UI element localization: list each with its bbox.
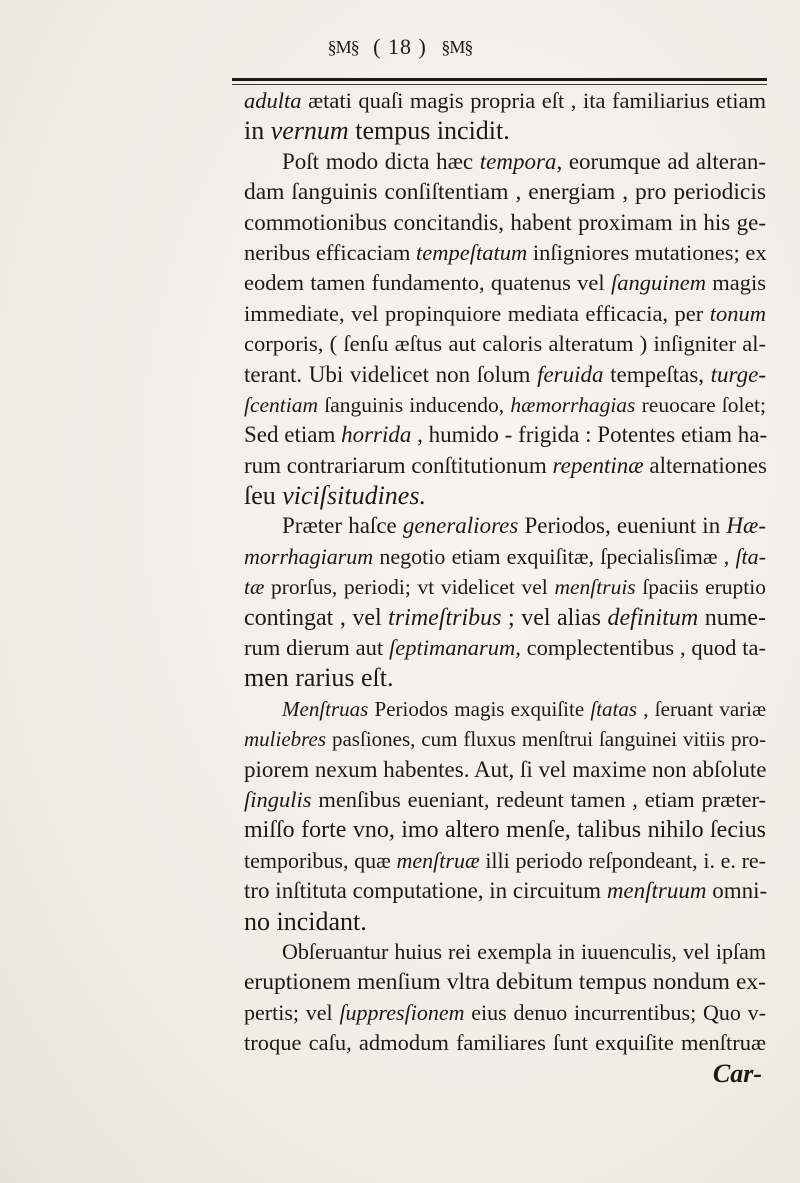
text-line — [244, 876, 766, 906]
italic-term: turge- — [710, 361, 766, 387]
text-line — [244, 937, 766, 967]
text-line — [244, 1028, 766, 1058]
text-line — [244, 694, 766, 724]
italic-term: menſtruis — [554, 575, 636, 600]
italic-term: trimeſtribus — [388, 604, 502, 631]
text-run: ſpaciis eruptio — [635, 575, 767, 600]
italic-term: ſcentiam — [244, 392, 319, 417]
text-run: Periodos, eueniunt in — [518, 513, 727, 539]
text-run: troque caſu, admodum familiares ſunt exquiſite menſtruæ — [244, 1030, 766, 1056]
italic-term: morrhagiarum — [244, 543, 374, 569]
header-rule — [232, 78, 767, 81]
text-run: omni- — [706, 878, 768, 904]
italic-term: tæ — [244, 575, 265, 600]
italic-term: ſtatas — [590, 696, 638, 721]
text-run: tempeſtas, — [603, 361, 711, 387]
text-line — [244, 86, 766, 116]
text-line — [244, 572, 766, 602]
text-run: neribus efficaciam — [244, 239, 417, 265]
text-run: eodem tamen fundamento, quatenus vel — [244, 270, 611, 296]
text-line — [244, 299, 766, 329]
text-run: Præter haſce — [282, 513, 403, 539]
text-run: eius denuo incurrentibus; Quo v- — [464, 999, 767, 1025]
text-run: tro inſtituta computatione, in circuitum — [244, 878, 607, 904]
text-line — [244, 785, 766, 815]
text-line — [244, 147, 766, 177]
text-line — [244, 390, 766, 420]
text-run: ætati quaſi magis propria eſt , ita familiarius etiam — [301, 88, 766, 113]
text-run: no incidant. — [244, 906, 367, 936]
text-run: nume- — [698, 604, 767, 631]
text-line — [244, 907, 766, 937]
text-run: menſibus eueniant, redeunt tamen , etiam præter- — [311, 786, 766, 812]
text-run: dam ſanguinis conſiſtentiam , energiam , pro periodicis — [244, 179, 766, 206]
italic-term: ſuppresſionem — [339, 999, 465, 1025]
text-run: Poſt modo dicta hæc — [282, 148, 480, 174]
italic-term: horrida — [341, 422, 412, 448]
catchword: Car- — [712, 1058, 762, 1088]
text-run: miſſo forte vno, imo altero menſe, talibus nihilo ſecius — [244, 817, 766, 844]
text-run: terant. Ubi videlicet non ſolum — [244, 361, 538, 387]
text-line — [244, 663, 766, 693]
text-line — [244, 177, 766, 207]
header-ornament-left: §M§ — [327, 37, 359, 57]
text-run: temporibus, quæ — [244, 847, 397, 873]
italic-term: muliebres — [244, 727, 327, 752]
italic-term: ſeptimanarum — [388, 635, 516, 661]
text-line — [244, 724, 766, 754]
italic-term: menſtruum — [606, 878, 707, 904]
text-line — [244, 268, 766, 298]
italic-term: tonum — [709, 300, 766, 326]
text-run: immediate, vel propinquiore mediata efficacia, per — [244, 300, 710, 326]
text-line — [244, 755, 766, 785]
italic-term: adulta — [244, 88, 302, 113]
text-line — [244, 633, 766, 663]
running-header — [0, 34, 800, 60]
text-run: rum contrariarum conſtitutionum — [244, 452, 553, 478]
text-run: piorem nexum habentes. Aut, ſi vel maxime non abſolute — [244, 756, 767, 782]
text-line — [244, 420, 766, 450]
header-ornament-right: §M§ — [441, 37, 473, 57]
text-run: commotionibus concitandis, habent proximam in his ge- — [244, 209, 766, 235]
text-line — [244, 360, 766, 390]
italic-term: definitum — [607, 604, 699, 631]
italic-term: vernum — [270, 116, 349, 146]
text-line — [244, 998, 766, 1028]
text-run: corporis, ( ſenſu æſtus aut caloris alteratum ) inſigniter al- — [244, 331, 766, 357]
italic-term: ſta- — [735, 543, 766, 569]
text-run: pertis; vel — [244, 999, 340, 1025]
italic-term: repentinæ — [552, 452, 644, 478]
text-run: Obſeruantur huius rei exempla in iuuenculis, vel ipſam — [282, 938, 766, 964]
italic-term: tempeſtatum — [416, 239, 528, 265]
italic-term: tempora — [479, 148, 557, 174]
text-line — [244, 238, 766, 268]
text-run: , eorumque ad alteran- — [556, 148, 766, 174]
italic-term: Hæ- — [726, 513, 766, 539]
text-run: , humido - frigida : Potentes etiam ha- — [411, 422, 768, 448]
text-run: , ſeruant variæ — [637, 696, 766, 721]
text-line — [244, 815, 766, 845]
text-run: magis — [705, 270, 767, 296]
text-run: Periodos magis exquiſite — [368, 696, 591, 721]
text-run: ; vel alias — [501, 604, 608, 631]
italic-term: generaliores — [402, 513, 519, 539]
text-line — [244, 329, 766, 359]
header-rule-thin — [232, 84, 767, 85]
text-run: eruptionem menſium vltra debitum tempus nondum ex- — [244, 969, 766, 996]
text-line — [244, 511, 766, 541]
italic-term: ſanguinem — [610, 270, 706, 296]
text-line — [244, 116, 766, 146]
text-run: in — [244, 116, 271, 146]
body-text — [244, 86, 766, 1089]
text-run: rum dierum aut — [244, 635, 389, 661]
text-run: negotio etiam exquiſitæ, ſpecialisſimæ , — [373, 543, 736, 569]
text-run: pasſiones, cum fluxus menſtrui ſanguinei vitiis pro- — [326, 727, 766, 752]
italic-term: ſingulis — [244, 786, 312, 812]
text-line — [244, 846, 766, 876]
text-line — [244, 208, 766, 238]
text-run: ſeu — [244, 481, 283, 511]
text-line — [244, 967, 766, 997]
italic-term: Menſtruas — [282, 696, 369, 721]
text-run: illi periodo reſpondeant, i. e. re- — [479, 847, 766, 873]
text-run: , complectentibus , quod ta- — [515, 635, 766, 661]
text-run: inſigniores mutationes; ex — [527, 239, 767, 265]
text-run: reuocare ſolet; — [635, 392, 766, 417]
italic-term: feruida — [537, 361, 604, 387]
text-run: contingat , vel — [244, 604, 389, 631]
text-run: tempus incidit. — [348, 116, 510, 146]
page-number: ( 18 ) — [373, 34, 427, 59]
text-run: alternationes — [643, 452, 767, 478]
italic-term: menſtruæ — [396, 847, 480, 873]
text-run: ſanguinis inducendo, — [318, 392, 511, 417]
italic-term: hæmorrhagias — [510, 392, 636, 417]
text-line — [244, 603, 766, 633]
italic-term: viciſsitudines. — [282, 481, 426, 511]
text-run: men rarius eſt. — [244, 663, 394, 693]
text-line — [244, 481, 766, 511]
text-line — [244, 542, 766, 572]
text-line — [244, 451, 766, 481]
text-run: Sed etiam — [244, 422, 342, 448]
text-run: prorſus, periodi; vt videlicet vel — [264, 575, 555, 600]
